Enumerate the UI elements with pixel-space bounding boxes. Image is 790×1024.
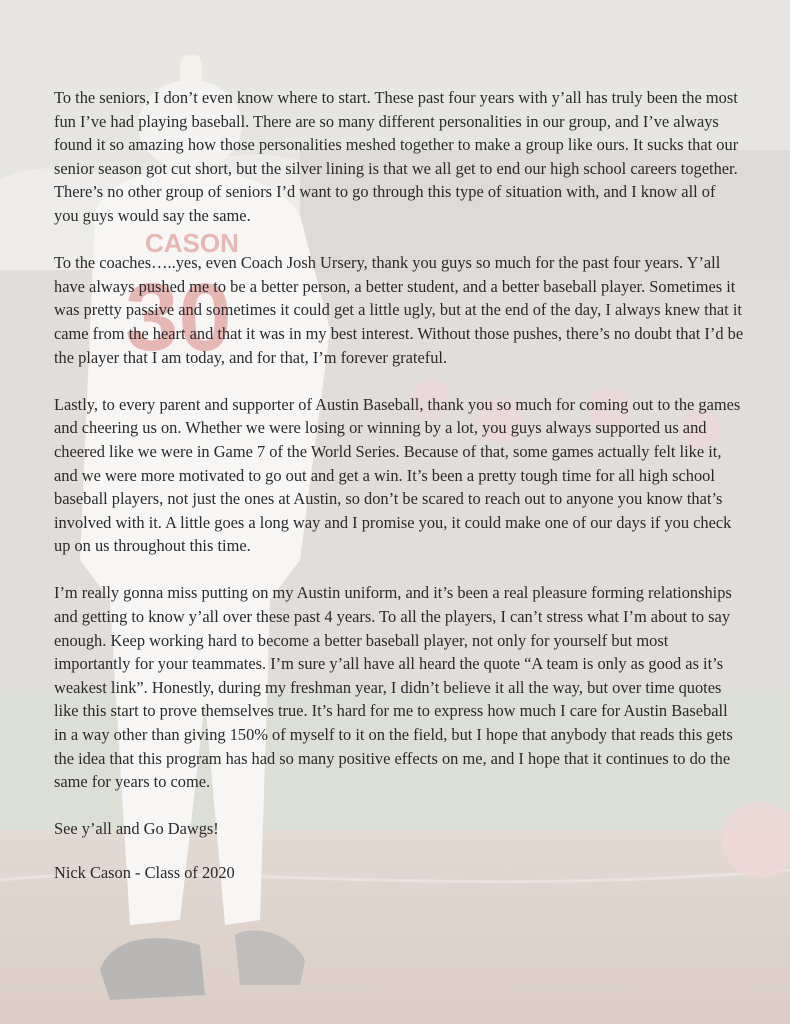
letter-body [54,86,744,908]
paragraph-coaches: To the coaches…..yes, even Coach Josh Ursery, thank you guys so much for the past four years. Y’all have always pushed me to be a better person, a better student, and a better baseball player. Sometimes it was pretty passive and sometimes it could get a little ugly, but at the end of the day, I always knew that it came from the heart and that it was in my best interest. Without those pushes, there’s no doubt that I’d be the player that I am today, and for that, I’m forever grateful. [54,253,744,367]
paragraph-players: I’m really gonna miss putting on my Austin uniform, and it’s been a real pleasure forming relationships and getting to know y’all over these past 4 years. To all the players, I can’t stress what I’m about to say enough. Keep working hard to become a better baseball player, not only for yourself but most importantly for your teammates. I’m sure y’all have all heard the quote “A team is only as good as it’s weakest link”. Honestly, during my freshman year, I didn’t believe it all the way, but over time quotes like this start to prove themselves true. It’s hard for me to express how much I care for Austin Baseball in a way other than giving 150% of myself to it on the field, but I hope that anybody that reads this gets the idea that this program has had so many positive effects on me, and I hope that it continues to do the same for years to come. [54,583,733,792]
signature: Nick Cason - Class of 2020 [54,863,235,882]
jersey-name: CASON [145,228,239,258]
jersey-number: 30 [125,264,232,371]
paragraph-supporters: Lastly, to every parent and supporter of Austin Baseball, thank you so much for coming out to the games and cheering us on. Whether we were losing or winning by a lot, you guys always supported us and cheered like we were in Game 7 of the World Series. Because of that, some games actually felt like it, and we were more motivated to go out and get a win. It’s been a pretty tough time for all high school baseball players, not just the ones at Austin, so don’t be scared to reach out to anyone you know that’s involved with it. A little goes a long way and I promise you, it could make one of our days if you check up on us throughout this time. [54,394,741,556]
paragraph-seniors: To the seniors, I don’t even know where to start. These past four years with y’all has truly been the most fun I’ve had playing baseball. There are so many different personalities in our group, and I’ve always found it so amazing how those personalities meshed together to make a group like ours. It sucks that our senior season got cut short, but the silver lining is that we all get to end our high school careers together. There’s no other group of seniors I’d want to go through this type of situation with, and I know all of you guys would say the same. [54,88,739,225]
closing-line: See y’all and Go Dawgs! [54,819,219,839]
